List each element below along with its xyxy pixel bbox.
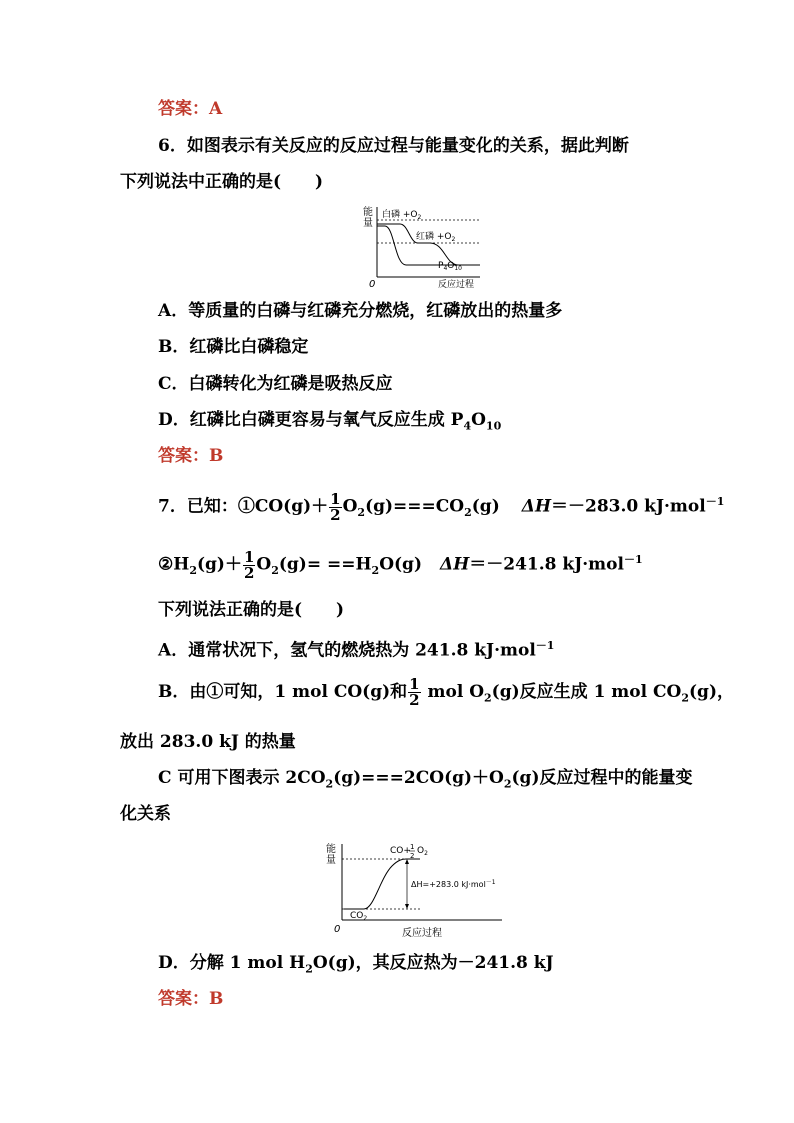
q7-arrow-down bbox=[405, 904, 409, 909]
q6-answer-value: B bbox=[209, 446, 224, 466]
fraction-half: $\frac{1}{2}$ bbox=[409, 675, 420, 709]
q7-option-c: C 可用下图表示 $2CO_2(g)===2CO(g)+O_2(g)$反应过程中的能量变 bbox=[158, 768, 693, 791]
q7-diagram-ylabel1: 能 bbox=[326, 844, 336, 855]
fraction-half: $\frac{1}{2}$ bbox=[330, 489, 341, 524]
q7-option-a: A．通常状况下，氢气的燃烧热为 241.8 kJ·mol$^{-1}$ bbox=[158, 639, 555, 661]
q7-bottom-label: CO bbox=[350, 911, 364, 921]
q6-white-label: 白磷 +O bbox=[382, 210, 418, 220]
q7-eq2: $②H_2(g)+$ $\frac{1}{2}$ $O_2(g)= ==H_2O(g)$ ΔH＝－241.8 kJ·mol$^{-1}$ bbox=[158, 547, 643, 582]
q6-stem-line1: 6．如图表示有关反应的反应过程与能量变化的关系，据此判断 bbox=[158, 136, 629, 156]
q7-arrow-up bbox=[405, 859, 409, 864]
q7-option-b-line2: 放出 283.0 kJ 的热量 bbox=[120, 732, 296, 752]
q7-top-label: CO+ bbox=[390, 846, 411, 856]
q7-delta-label: ΔH=+283.0 kJ·mol bbox=[411, 880, 486, 889]
q7-curve bbox=[344, 859, 420, 909]
fraction-half: $\frac{1}{2}$ bbox=[243, 547, 255, 582]
q6-diagram-ylabel2: 量 bbox=[363, 218, 373, 229]
svg-text:白磷 +O2: 白磷 $+O_2$ bbox=[382, 210, 422, 221]
q6-red-label: 红磷 +O bbox=[416, 232, 452, 242]
q7-option-c-line2: 化关系 bbox=[120, 804, 171, 824]
answer-value-5: A bbox=[209, 99, 223, 119]
q6-stem-line2: 下列说法中正确的是( ) bbox=[120, 172, 324, 192]
svg-text:2: 2 bbox=[410, 852, 415, 860]
q6-answer: 答案：B bbox=[158, 446, 224, 466]
answer-label: 答案： bbox=[158, 99, 209, 119]
q6-origin: 0 bbox=[369, 279, 376, 290]
q7-option-d: D．分解 1 mol $H_2O(g)$，其反应热为－241.8 kJ bbox=[158, 953, 554, 976]
svg-text:红磷 +O2: 红磷 $+O_2$ bbox=[416, 232, 456, 243]
q6-diagram-ylabel1: 能 bbox=[363, 207, 373, 218]
q6-xlabel: 反应过程 bbox=[438, 280, 475, 290]
svg-text:P4O10: $P_4O_{10}$ bbox=[438, 261, 462, 272]
q6-product-label: P bbox=[438, 261, 444, 271]
q7-eq1: 7．已知：①CO(g)＋ $\frac{1}{2}$ $O_2(g)===CO_2(g)$ ΔH＝－283.0 kJ·mol$^{-1}$ bbox=[158, 489, 725, 524]
q7-stem2: 下列说法正确的是( ) bbox=[158, 600, 345, 620]
svg-text:CO2: $CO_2$ bbox=[350, 911, 368, 922]
q6-option-b: B．红磷比白磷稳定 bbox=[158, 337, 309, 357]
q7-diagram-ylabel2: 量 bbox=[326, 855, 336, 866]
q7-energy-diagram bbox=[322, 838, 512, 940]
answer-line-1 bbox=[158, 99, 222, 119]
svg-text:CO+ bbox=[390, 846, 411, 856]
q7-option-b: B．由①可知，1 mol CO(g)和 $\frac{1}{2}$ mol $O_2(g)$反应生成 1 mol $CO_2(g)$， bbox=[158, 675, 734, 709]
svg-text:ΔH=+283.0 kJ·mol－1: ΔH=+283.0 kJ·mol$^{-1}$ bbox=[411, 879, 496, 889]
q6-option-c: C．白磷转化为红磷是吸热反应 bbox=[158, 374, 393, 394]
q6-option-d: D．红磷比白磷更容易与氧气反应生成 $P_4O_{10}$ bbox=[158, 410, 502, 433]
q7-answer-value: B bbox=[209, 989, 224, 1009]
svg-text:O2: $O_2$ bbox=[417, 846, 428, 857]
q7-xlabel: 反应过程 bbox=[402, 928, 442, 939]
q6-option-a: A．等质量的白磷与红磷充分燃烧，红磷放出的热量多 bbox=[158, 301, 563, 321]
q6-energy-diagram bbox=[360, 203, 485, 291]
q7-answer: 答案：B bbox=[158, 989, 224, 1009]
q7-origin: 0 bbox=[334, 924, 341, 935]
svg-text:1: 1 bbox=[410, 843, 415, 851]
